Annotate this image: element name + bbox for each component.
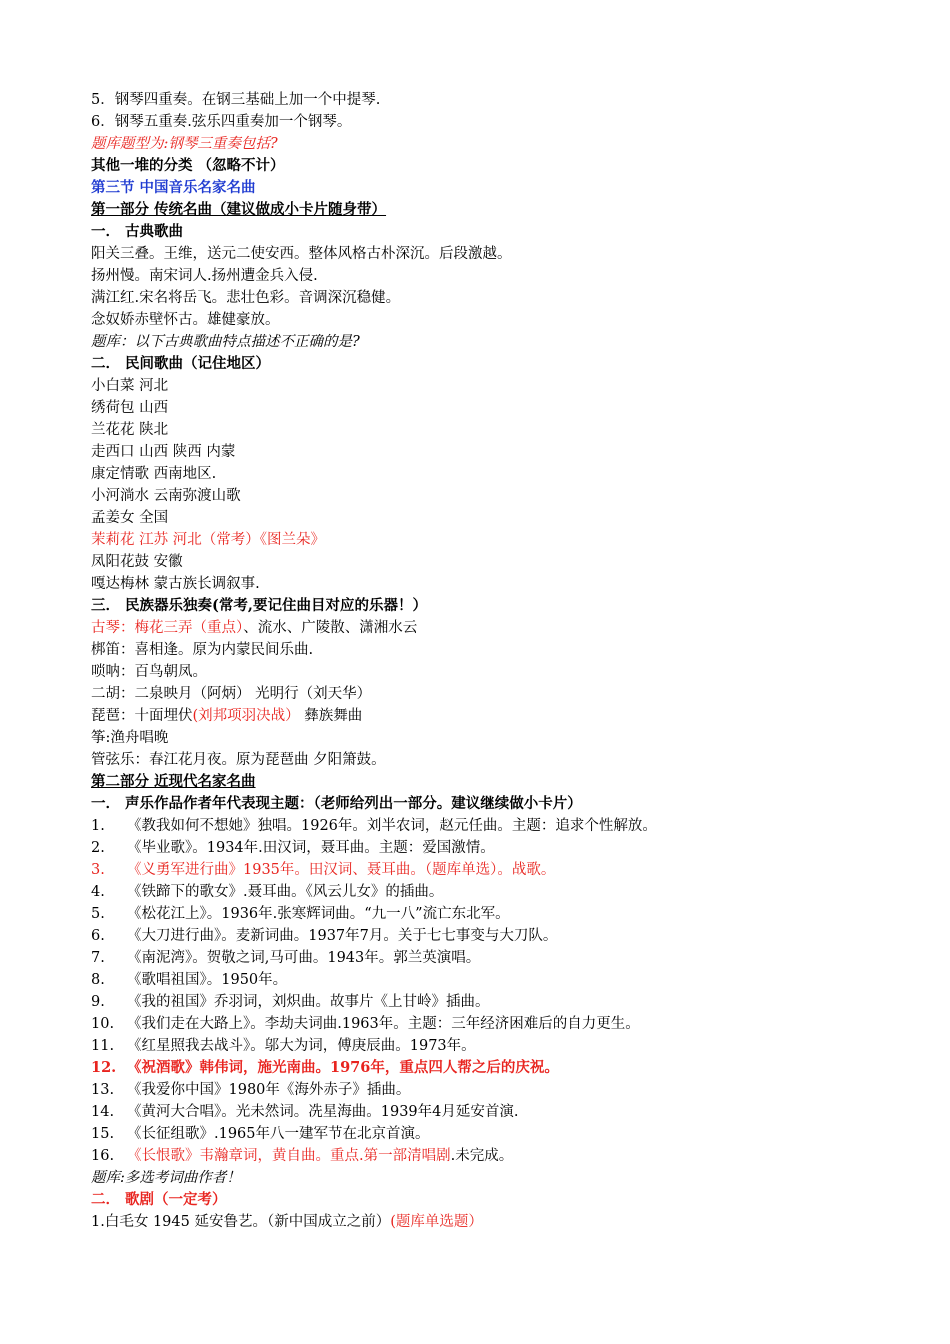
song-text: 《我们走在大路上》。李劫夫词曲.1963年。主题：三年经济困难后的自力更生。 <box>127 1016 640 1032</box>
song-number: 3. <box>91 862 105 878</box>
part-heading: 第一部分 传统名曲（建议做成小卡片随身带） <box>91 201 387 218</box>
subsection-heading: 二． 歌剧（一定考） <box>91 1191 227 1208</box>
song-text: 《我爱你中国》1980年《海外赤子》插曲。 <box>127 1082 411 1098</box>
quiz-note: 题库:多选考词曲作者！ <box>91 1170 241 1186</box>
song-number: 13. <box>91 1082 115 1098</box>
song-text: 《铁蹄下的歌女》.聂耳曲。《风云儿女》的插曲。 <box>127 884 444 900</box>
song-number: 16. <box>91 1148 115 1164</box>
text-line: 二胡：二泉映月（阿炳） 光明行（刘天华） <box>91 686 372 702</box>
text-line: 管弦乐：春江花月夜。原为琵琶曲 夕阳箫鼓。 <box>91 752 386 768</box>
subsection-heading: 一． 声乐作品作者年代表现主题：（老师给列出一部分。建议继续做小卡片） <box>91 795 582 812</box>
text-line: 小白菜 河北 <box>91 378 169 394</box>
song-item <box>91 903 891 925</box>
quiz-note: 题库：以下古典歌曲特点描述不正确的是? <box>91 334 360 350</box>
text-line: 梆笛：喜相逢。原为内蒙民间乐曲. <box>91 642 314 658</box>
highlight-span: (题库单选题） <box>390 1214 483 1230</box>
song-number: 14. <box>91 1104 115 1120</box>
song-item <box>91 1123 891 1145</box>
text-span: 、流水、广陵散、潇湘水云 <box>243 620 418 636</box>
text-line: 走西口 山西 陕西 内蒙 <box>91 444 236 460</box>
song-text: 《黄河大合唱》。光未然词。冼星海曲。1939年4月延安首演. <box>127 1104 519 1120</box>
text-line <box>91 1211 891 1233</box>
text-span: 1.白毛女 1945 延安鲁艺。（新中国成立之前） <box>91 1214 391 1230</box>
song-number: 5. <box>91 906 105 922</box>
text-span: 琵琶：十面埋伏 <box>91 708 193 724</box>
text-line <box>91 617 891 639</box>
part-heading: 第二部分 近现代名家名曲 <box>91 773 256 790</box>
song-number: 12. <box>91 1059 117 1076</box>
song-item <box>91 947 891 969</box>
song-text: 《祝酒歌》韩伟词，施光南曲。1976年，重点四人帮之后的庆祝。 <box>127 1059 559 1076</box>
song-item <box>91 925 891 947</box>
text-line: 6．钢琴五重奏.弦乐四重奏加一个钢琴。 <box>91 114 352 130</box>
song-text: 《松花江上》。1936年.张寒辉词曲。“九一八”流亡东北军。 <box>127 906 510 922</box>
text-line <box>91 705 891 727</box>
song-item <box>91 837 891 859</box>
text-span: 彝族舞曲 <box>299 708 363 724</box>
song-item <box>91 1079 891 1101</box>
song-text: 《南泥湾》。贺敬之词,马可曲。1943年。郭兰英演唱。 <box>127 950 481 966</box>
song-item <box>91 991 891 1013</box>
text-line: 念奴娇赤壁怀古。雄健豪放。 <box>91 312 280 328</box>
song-item <box>91 1035 891 1057</box>
song-number: 10. <box>91 1016 115 1032</box>
song-text-highlight: 《长恨歌》韦瀚章词，黄自曲。重点.第一部清唱剧 <box>127 1148 451 1164</box>
song-item <box>91 969 891 991</box>
song-number: 8. <box>91 972 105 988</box>
text-line: 阳关三叠。王维，送元二使安西。整体风格古朴深沉。后段激越。 <box>91 246 512 262</box>
text-line: 小河淌水 云南弥渡山歌 <box>91 488 241 504</box>
song-text: 《义勇军进行曲》1935年。田汉词、聂耳曲。（题库单选）。战歌。 <box>127 862 556 878</box>
song-text: 《长征组歌》.1965年八一建军节在北京首演。 <box>127 1126 430 1142</box>
song-item <box>91 815 891 837</box>
text-line: 满江红.宋名将岳飞。悲壮色彩。音调深沉稳健。 <box>91 290 401 306</box>
highlight-span: (刘邦项羽决战） <box>192 708 300 724</box>
text-line: 康定情歌 西南地区. <box>91 466 217 482</box>
song-number: 15. <box>91 1126 115 1142</box>
song-number: 11. <box>91 1038 115 1054</box>
quiz-note: 题库题型为:钢琴三重奏包括? <box>91 136 278 152</box>
song-item <box>91 1057 891 1079</box>
subsection-heading: 三． 民族器乐独奏(常考,要记住曲目对应的乐器！） <box>91 597 427 614</box>
song-number: 6. <box>91 928 105 944</box>
text-line: 筝:渔舟唱晚 <box>91 730 169 746</box>
song-text: 《大刀进行曲》。麦新词曲。1937年7月。关于七七事变与大刀队。 <box>127 928 558 944</box>
song-number: 1. <box>91 818 105 834</box>
text-line: 扬州慢。南宋词人.扬州遭金兵入侵. <box>91 268 318 284</box>
text-line: 凤阳花鼓 安徽 <box>91 554 183 570</box>
song-item <box>91 1013 891 1035</box>
text-line: 兰花花 陕北 <box>91 422 169 438</box>
song-item <box>91 1101 891 1123</box>
song-text: 《红星照我去战斗》。邬大为词，傅庚辰曲。1973年。 <box>127 1038 476 1054</box>
section-heading: 第三节 中国音乐名家名曲 <box>91 179 256 196</box>
text-line: 孟姜女 全国 <box>91 510 169 526</box>
text-line: 嘎达梅林 蒙古族长调叙事. <box>91 576 260 592</box>
subsection-heading: 一． 古典歌曲 <box>91 223 184 240</box>
text-line: 绣荷包 山西 <box>91 400 169 416</box>
song-number: 2. <box>91 840 105 856</box>
document-page <box>91 89 891 1233</box>
text-line: 唢呐：百鸟朝凤。 <box>91 664 207 680</box>
song-text: 《我的祖国》乔羽词，刘炽曲。故事片《上甘岭》插曲。 <box>127 994 490 1010</box>
highlight-line: 茉莉花 江苏 河北（常考）《图兰朵》 <box>91 532 325 548</box>
song-number: 9. <box>91 994 105 1010</box>
song-item <box>91 1145 891 1167</box>
text-line: 5．钢琴四重奏。在钢三基础上加一个中提琴. <box>91 92 381 108</box>
song-number: 7. <box>91 950 105 966</box>
song-text: .未完成。 <box>450 1148 514 1164</box>
highlight-span: 古琴：梅花三弄（重点） <box>91 620 244 636</box>
song-text: 《毕业歌》。1934年.田汉词，聂耳曲。主题：爱国激情。 <box>127 840 495 856</box>
song-item <box>91 859 891 881</box>
song-item <box>91 881 891 903</box>
subsection-heading: 二． 民间歌曲（记住地区） <box>91 355 271 372</box>
song-text: 《教我如何不想她》独唱。1926年。刘半农词，赵元任曲。主题：追求个性解放。 <box>127 818 657 834</box>
song-text: 《歌唱祖国》。1950年。 <box>127 972 288 988</box>
song-number: 4. <box>91 884 105 900</box>
text-line: 其他一堆的分类 （忽略不计） <box>91 157 285 174</box>
